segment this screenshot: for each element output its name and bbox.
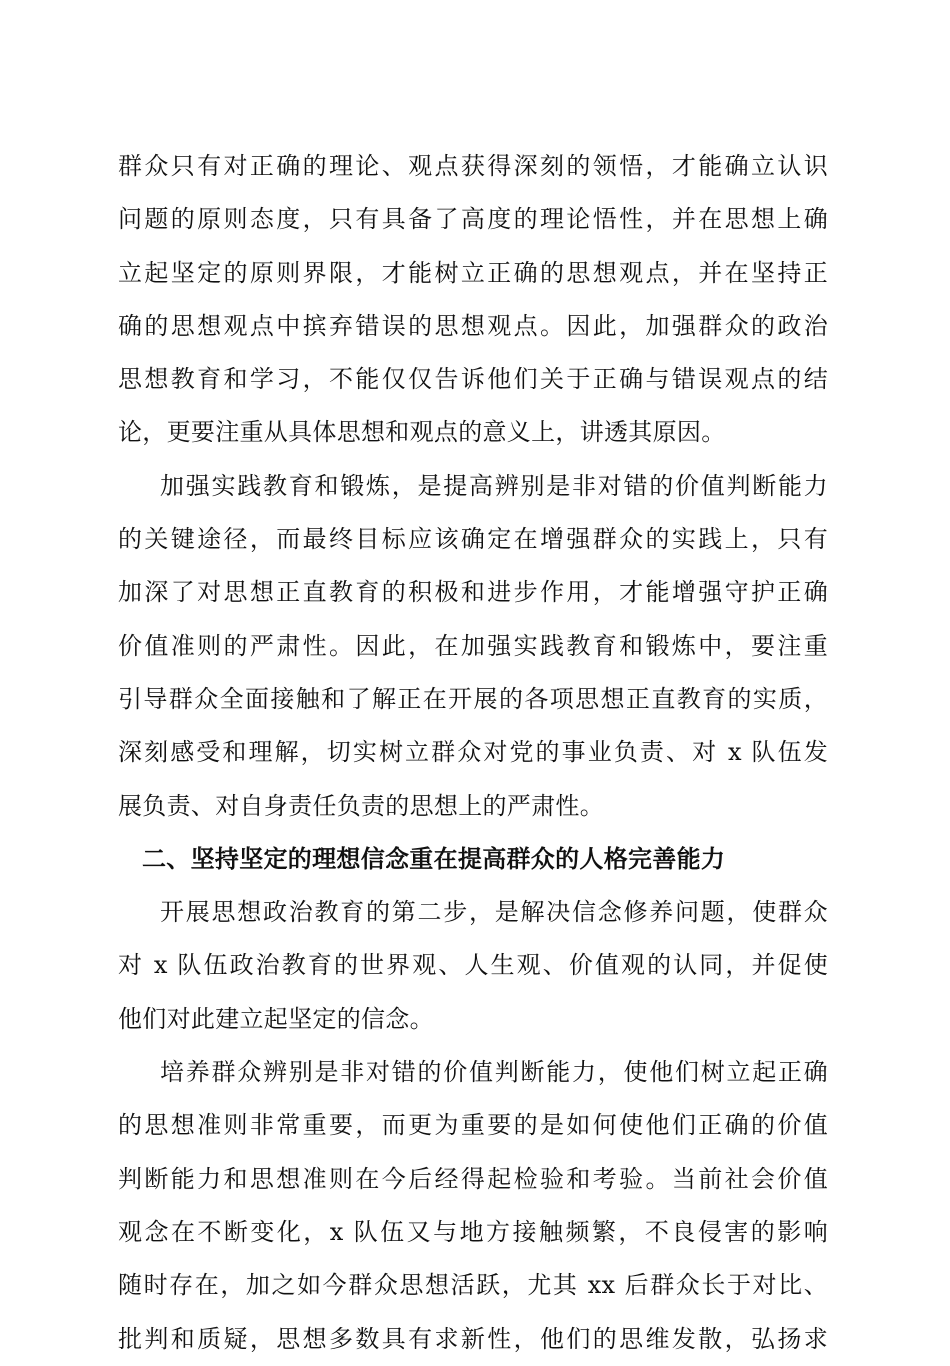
text-line: 加强实践教育和锻炼，是提高辨别是非对错的价值判断能力: [160, 471, 828, 500]
text-line: 判断能力和思想准则在今后经得起检验和考验。当前社会价值: [118, 1164, 828, 1193]
section-heading: 二、坚持坚定的理想信念重在提高群众的人格完善能力: [142, 844, 726, 873]
text-line: 对 x 队伍政治教育的世界观、人生观、价值观的认同，并促使: [118, 951, 828, 980]
text-line: 群众只有对正确的理论、观点获得深刻的领悟，才能确立认识: [118, 152, 828, 180]
text-line: 价值准则的严肃性。因此，在加强实践教育和锻炼中，要注重: [118, 631, 828, 660]
text-line: 引导群众全面接触和了解正在开展的各项思想正直教育的实质，: [118, 684, 828, 713]
text-line: 论，更要注重从具体思想和观点的意义上，讲透其原因。: [118, 418, 726, 447]
text-line: 立起坚定的原则界限，才能树立正确的思想观点，并在坚持正: [118, 258, 828, 287]
text-line: 展负责、对自身责任负责的思想上的严肃性。: [118, 791, 604, 820]
text-line: 他们对此建立起坚定的信念。: [118, 1004, 434, 1033]
text-line: 观念在不断变化，x 队伍又与地方接触频繁，不良侵害的影响: [118, 1217, 828, 1246]
text-line: 随时存在，加之如今群众思想活跃，尤其 xx 后群众长于对比、: [118, 1271, 828, 1300]
text-line: 开展思想政治教育的第二步，是解决信念修养问题，使群众: [160, 898, 828, 927]
text-line: 问题的原则态度，只有具备了高度的理论悟性，并在思想上确: [118, 205, 828, 234]
text-line: 确的思想观点中摈弃错误的思想观点。因此，加强群众的政治: [118, 311, 828, 340]
text-line: 培养群众辨别是非对错的价值判断能力，使他们树立起正确: [160, 1058, 828, 1087]
text-line: 深刻感受和理解，切实树立群众对党的事业负责、对 x 队伍发: [118, 738, 828, 767]
text-line: 加深了对思想正直教育的积极和进步作用，才能增强守护正确: [118, 578, 828, 607]
text-line: 思想教育和学习，不能仅仅告诉他们关于正确与错误观点的结: [118, 365, 828, 394]
document-page: [118, 140, 828, 1366]
text-line: 批判和质疑，思想多数具有求新性，他们的思维发散，弘扬求: [118, 1324, 828, 1353]
text-line: 的关键途径，而最终目标应该确定在增强群众的实践上，只有: [118, 525, 828, 554]
text-line: 的思想准则非常重要，而更为重要的是如何使他们正确的价值: [118, 1111, 828, 1140]
